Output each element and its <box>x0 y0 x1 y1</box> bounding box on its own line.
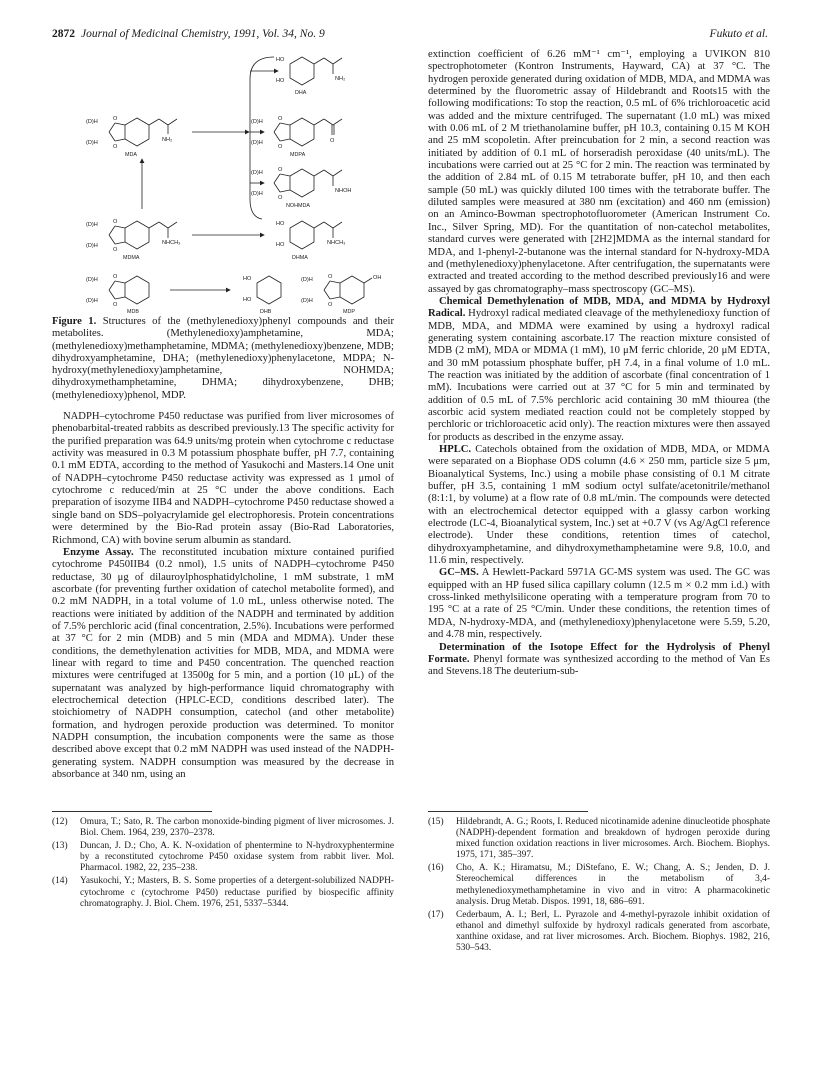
figure-1-structures <box>52 49 394 314</box>
mdb-o-bottom: O <box>113 302 118 308</box>
nohmda-nhoh: NHOH <box>335 188 352 194</box>
mdb-dh-bottom: (D)H <box>86 298 98 304</box>
chemical-structures-diagram <box>52 49 394 314</box>
dhma-nhch3: NHCH₃ <box>327 240 346 246</box>
mdp-dh-top: (D)H <box>301 277 313 283</box>
figure-1-caption <box>52 316 394 402</box>
mdb-o-top: O <box>113 274 118 280</box>
mdpa-dh-top: (D)H <box>251 119 263 125</box>
label-mdpa: MDPA <box>290 152 306 158</box>
dhma-ho-top: HO <box>276 221 285 227</box>
dha-ho-top: HO <box>276 57 285 63</box>
text-hplc: Catechols obtained from the oxidation of MDB, MDA, or MDMA were separated on a Biophase ODS column (4.6 × 250 mm, particle size 5 μm, Bioanalytical Systems, Inc.) using a mobile phase consisting of 0.1 M citrate buffer, pH 3.5, containing 1 mM sodium octyl sulfate/acetonitrile/methanol (8:1:1, by volume) at a flow rate of 0.8 mL/min. The compounds were detected with an electrochemical detector equipped with a glassy carbon working electrode (LC-4, Bioanalytical system, Inc.) set at +0.7 V (vs Ag/AgCl reference electrode). Under these conditions, retention times of catechol, dihydroxyamphetamine, and dihydroxymethamphetamine were 9.8, 10.0, and 11.6 min, respectively. <box>428 444 770 567</box>
mdma-o-top: O <box>113 219 118 225</box>
mda-o-top: O <box>113 116 118 122</box>
structure-mdb <box>109 276 149 304</box>
references-right <box>428 817 770 956</box>
paragraph-gc-ms <box>428 567 770 641</box>
text-gc-ms: A Hewlett-Packard 5971A GC-MS system was used. The GC was equipped with an HP fused silica capillary column (12.5 m × 0.2 mm i.d.) with cross-linked methylsilicone operating with a temperature program from 70 to 195 °C at a rate of 25 °C/min. Under these conditions, the retention times of MDA, N-hydroxy-MDA, and (methylenedioxy)phenylacetone were 5.59, 5.20, and 4.78 min, respectively. <box>428 567 770 641</box>
reference-item: (12) Omura, T.; Sato, R. The carbon monoxide-binding pigment of liver microsomes. J. Biol. Chem. 1964, 239, 2370–2378. <box>52 817 394 839</box>
heading-isotope-effect: Determination of the Isotope Effect for the Hydrolysis of Phenyl Formate. <box>428 641 770 665</box>
journal-citation: Journal of Medicinal Chemistry, 1991, Vol. 34, No. 9 <box>81 28 325 40</box>
label-mdp: MDP <box>343 309 355 314</box>
mdpa-ketone-o: O <box>330 138 335 144</box>
mda-dh-bottom: (D)H <box>86 140 98 146</box>
reference-item: (13) Duncan, J. D.; Cho, A. K. N-oxidation of phentermine to N-hydroxyphentermine by a reconstituted cytochrome P450 oxidase system from rabbit liver. Mol. Pharmacol. 1982, 22, 235–238. <box>52 841 394 874</box>
references-left <box>52 817 394 912</box>
dha-nh2: NH₂ <box>335 76 346 82</box>
text-chemical-demethylenation: Hydroxyl radical mediated cleavage of the methylenedioxy function of MDB, MDA, and MDMA were examined by using a hydroxyl radical generating system containing ascorbate.17 The reaction mixture consisted of MDB (2 mM), MDA or MDMA (1 mM), 10 μM ferric chloride, 20 μM EDTA, and 30 mM potassium phosphate buffer, pH 7.4, in a final volume of 1.0 mL. The reaction was initiated by the addition of ascorbate (final concentration of 1 mM). Incubations were carried out at 37 °C for 5 min and terminated by addition of 0.5 mL of 7.5% perchloric acid containing 30 mM thiourea (the ascorbic acid system mediated reaction could not be completely stopped by perchloric or trichloroacetic acid only). The reaction mixtures were then assayed for products as described in the enzyme assay. <box>428 308 770 443</box>
structure-labels <box>86 57 381 314</box>
mda-dh-top: (D)H <box>86 119 98 125</box>
label-dhb: DHB <box>260 309 272 314</box>
nohmda-dh-top: (D)H <box>251 170 263 176</box>
paragraph-hydrogen-peroxide: extinction coefficient of 6.26 mM⁻¹ cm⁻¹, employing a UVIKON 810 spectrophotometer (Kontron Instruments, Hayward, CA) at 37 °C. The hydrogen peroxide generated during oxidation of MDB, MDA, and MDMA was determined by the fluorometric assay of Hildebrandt and Roots15 with the following modifications: To stop the reaction, 0.5 mL of 6% trichloroacetic acid was added and the mixture centrifuged. The supernatant (1.0 mL) was mixed with 0.06 mL of 2 M triethanolamine buffer, pH 10.3, containing 0.15 M KOH and 25 mM scopoletin. After preincubation for 2 min, a second reaction was initiated by addition of 0.1 mL of horseradish peroxidase (40 units/mL). The incubations were carried out at 25 °C for 2 min. The reaction was terminated by the addition of 2.84 mL of 0.15 M tetraborate buffer, pH 10, and then each sample (50 mL) was quickly diluted 100 times with the tetraborate buffer. The diluted samples were measured at 380 nm (excitation) and 460 nm (emission) on an Aminco-Bowman spectrophotofluorometer (American Instrument Co. Inc., Silver Spring, MD). For the quantitation of non-catechol metabolites, standard curves were generated with [2H2]MDMA as the internal standard for MDA, and 1-phenyl-2-butanone was the internal standard for N-hydroxy-MDA and (methylenedioxy)phenylacetone. After centrifugation, the supernatants were extracted and treated according to the method described previously16 and were assayed by gas chromatography–mass spectroscopy (GC–MS). <box>428 49 770 295</box>
paragraph-hplc <box>428 444 770 567</box>
label-mda: MDA <box>125 152 137 158</box>
mdp-o-top: O <box>328 274 333 280</box>
heading-gc-ms: GC–MS. <box>439 567 479 579</box>
dhb-ho-bottom: HO <box>243 297 252 303</box>
paragraph-isotope-effect <box>428 642 770 679</box>
reference-item: (16) Cho, A. K.; Hiramatsu, M.; DiStefano, E. W.; Chang, A. S.; Jenden, D. J. Stereochemical differences in the metabolism of 3,4-methylenedioxymethamphetamine in vivo and in vitro: A pharmacokinetic analysis. Drug Metab. Dispos. 1991, 18, 686–691. <box>428 863 770 907</box>
mda-nh2: NH₂ <box>162 137 173 143</box>
paragraph-reductase-purification: NADPH–cytochrome P450 reductase was purified from liver microsomes of phenobarbital-treated rabbits as described previously.13 The specific activity for the purified preparation was 64.9 units/mg protein when cytochrome c reductase activity was measured in 0.3 M potassium phosphate buffer, pH 7.7, containing 0.1 mM EDTA, according to the method of Yasukochi and Masters.14 One unit of NADPH–cytochrome P450 reductase activity was expressed as 1 μmol of cytochrome c reduced/min at 25 °C under the above conditions. Each preparation of isozyme IIB4 and NADPH–cytochrome P450 reductase showed a single band on SDS–polyacrylamide gel electrophoresis. Protein concentrations were determined by the Bio-Rad protein assay (Bio-Rad Laboratories, Richmond, CA) with bovine serum albumin as standard. <box>52 411 394 546</box>
heading-enzyme-assay: Enzyme Assay. <box>63 546 134 558</box>
heading-chemical-demethylenation: Chemical Demethylenation of MDB, MDA, and MDMA by Hydroxyl Radical. <box>428 295 770 320</box>
mdma-o-bottom: O <box>113 247 118 253</box>
reference-item: (17) Cederbaum, A. I.; Berl, L. Pyrazole and 4-methyl-pyrazole inhibit oxidation of ethanol and dimethyl sulfoxide by hydroxyl radicals generated from ascorbate, xanthine oxidase, and rat liver microsomes. Arch. Biochem. Biophys. 1982, 216, 530–543. <box>428 909 770 954</box>
dha-ho-bottom: HO <box>276 78 285 84</box>
mdpa-dh-bottom: (D)H <box>251 140 263 146</box>
paragraph-enzyme-assay <box>52 547 394 782</box>
mdpa-o-top: O <box>278 116 283 122</box>
running-head <box>52 28 768 44</box>
mdp-dh-bottom: (D)H <box>301 298 313 304</box>
running-head-left <box>52 28 325 40</box>
reference-item: (14) Yasukochi, Y.; Masters, B. S. Some properties of a detergent-solubilized NADPH-cytochrome c (cytochrome P450) reductase purified by biospecific affinity chromatography. J. Biol. Chem. 1976, 251, 5337–5344. <box>52 876 394 909</box>
mdpa-o-bottom: O <box>278 144 283 150</box>
references-divider-right <box>428 811 588 812</box>
dhb-ho-top: HO <box>243 276 252 282</box>
mdp-oh: OH <box>373 275 382 281</box>
page-number: 2872 <box>52 28 75 40</box>
label-mdma: MDMA <box>123 255 140 261</box>
label-nohmda: NOHMDA <box>286 203 310 209</box>
structure-dhb <box>257 276 281 304</box>
dhma-ho-bottom: HO <box>276 242 285 248</box>
mdb-dh-top: (D)H <box>86 277 98 283</box>
mda-o-bottom: O <box>113 144 118 150</box>
nohmda-dh-bottom: (D)H <box>251 191 263 197</box>
label-dhma: DHMA <box>292 255 308 261</box>
reference-item: (15) Hildebrandt, A. G.; Roots, I. Reduced nicotinamide adenine dinucleotide phosphate (NADPH)-dependent formation and breakdown of hydrogen peroxide during mixed function oxidation reactions in liver microsomes. Arch. Biochem. Biophys. 1975, 171, 385–397. <box>428 817 770 861</box>
mdma-dh-top: (D)H <box>86 222 98 228</box>
text-enzyme-assay: The reconstituted incubation mixture contained purified cytochrome P450IIB4 (0.2 nmol), 1.5 units of NADPH–cytochrome P450 reductase, 30 μg of dilauroylphosphatidylcholine, 1 mM substrate, 1 mM ascorbate (for preventing further oxidation of catechol metabolite formed), and 0.2 mM NADPH, in a total volume of 1.0 mL, unless otherwise noted. The reactions were initiated by addition of the NADPH and terminated by addition of 7.5% perchloric acid (final concentration, 2.5%). Incubations were performed at 37 °C for 2 min (MDB) and 5 min (MDA and MDMA). Under these conditions, the demethylenation activities for MDB, MDA, and MDMA were linear with regard to time and P450 concentration. The quenched reaction mixtures were centrifuged at 13500g for 5 min, and a portion (10 μL) of the supernatant was analyzed by high-performance liquid chromatography with electrochemical detection (HPLC-ECD, conditions described later). The stoichiometry of NADPH consumption, catechol (and other metabolite) formation, and hydrogen peroxide production was determined. To monitor NADPH consumption, the incubation components were the same as those described above except that 0.2 mM NADPH was used instead of the NADPH-generating system. NADPH consumption was measured by the decrease in absorbance at 340 nm, using an <box>52 546 394 781</box>
label-dha: DHA <box>295 90 307 96</box>
label-mdb: MDB <box>127 309 139 314</box>
structure-mdp <box>324 276 372 304</box>
running-head-author: Fukuto et al. <box>709 28 768 40</box>
right-column <box>428 49 770 679</box>
heading-hplc: HPLC. <box>439 444 472 455</box>
mdma-dh-bottom: (D)H <box>86 243 98 249</box>
nohmda-o-top: O <box>278 167 283 173</box>
left-column <box>52 49 394 781</box>
text-isotope-effect: Phenyl formate was synthesized according to the method of Van Es and Stevens.18 The deuterium-sub- <box>428 653 770 678</box>
paragraph-chemical-demethylenation <box>428 296 770 444</box>
mdp-o-bottom: O <box>328 302 333 308</box>
mdma-nhch3: NHCH₃ <box>162 240 181 246</box>
caption-text: Structures of the (methylenedioxy)phenyl compounds and their metabolites. (Methylenedioxy)amphetamine, MDA; (methylenedioxy)methamphetamine, MDMA; (methylenedioxy)benzene, MDB; dihydroxyamphetamine, DHA; (methylenedioxy)phenylacetone, MDPA; N-hydroxy(methylenedioxy)amphetamine, NOHMDA; dihydroxymethamphetamine, DHMA; dihydroxybenzene, DHB; (methylenedioxy)phenol, MDP. <box>52 316 395 401</box>
references-divider-left <box>52 811 212 812</box>
structure-nohmda <box>274 169 342 197</box>
nohmda-o-bottom: O <box>278 195 283 201</box>
caption-label: Figure 1. <box>52 316 97 327</box>
